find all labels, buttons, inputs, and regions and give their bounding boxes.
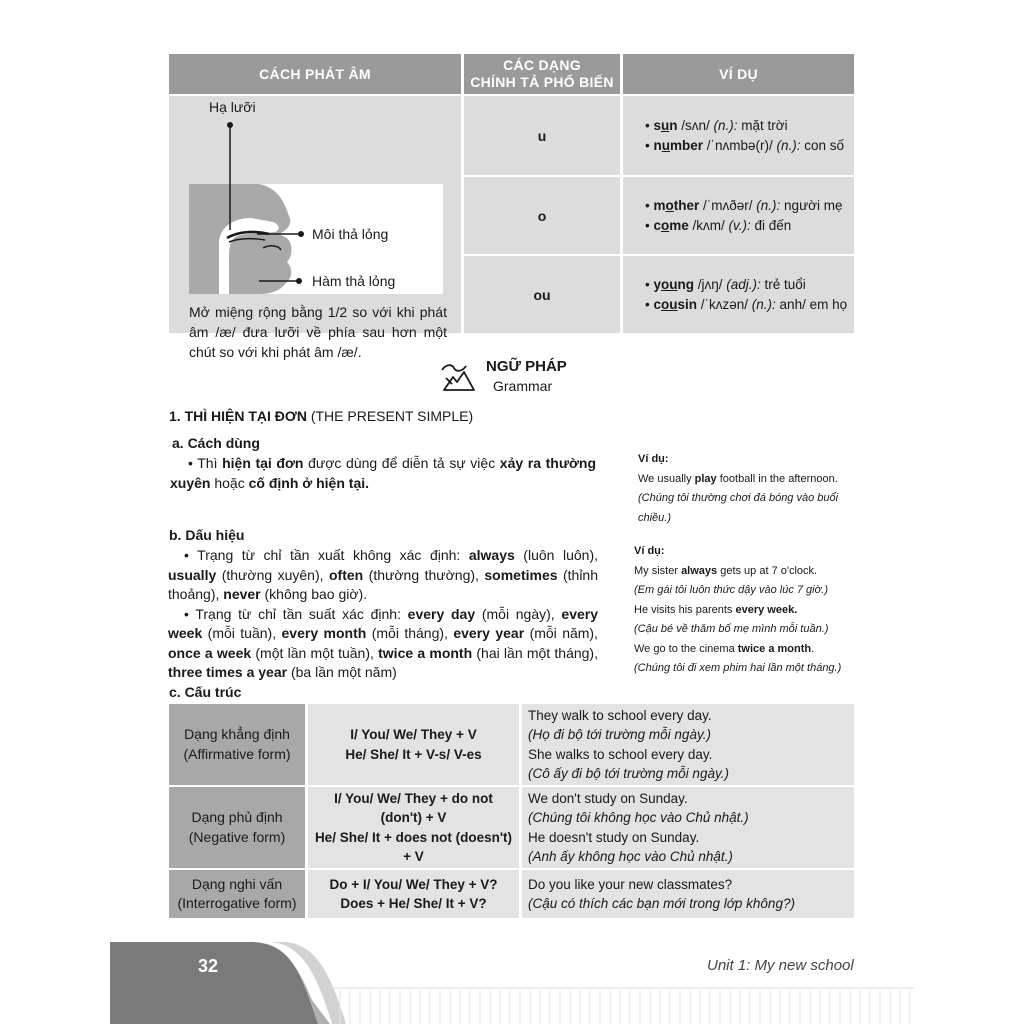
- word-part: me: [669, 217, 689, 233]
- formula-cell: [308, 704, 519, 785]
- bullet: •: [645, 117, 654, 133]
- formula-cell: [308, 787, 519, 868]
- example-translation: (Anh ấy không học vào Chủ nhật.): [528, 849, 733, 864]
- example-line: [645, 116, 854, 136]
- structure-table: [169, 704, 854, 918]
- spelling-text: o: [537, 207, 547, 224]
- adverb-meaning: (thỉnh thoảng),: [168, 566, 599, 602]
- spelling-cell: [464, 256, 620, 333]
- grammar-title: NGỮ PHÁP: [486, 358, 567, 375]
- signs-text: [168, 546, 598, 683]
- formula-line: I/ You/ We/ They + do not: [334, 790, 493, 806]
- word-part: sin: [677, 296, 698, 312]
- part-of-speech: (n.):: [751, 296, 776, 312]
- usage-heading: a. Cách dùng: [172, 435, 260, 451]
- adverb: never: [223, 586, 261, 602]
- grammar-icon: [440, 360, 478, 394]
- ipa: /sʌn/: [677, 117, 714, 133]
- form-name-vi: Dạng khẳng định: [184, 726, 290, 742]
- formula-line: Does + He/ She/ It + V?: [340, 896, 487, 911]
- adverb-meaning: (thường xuyên),: [216, 566, 329, 583]
- word-part: ther: [673, 197, 700, 213]
- word-part: m: [653, 197, 666, 213]
- bullet: •: [645, 197, 654, 213]
- example-cell: [522, 704, 854, 785]
- ex-part: He visits his parents: [634, 603, 736, 616]
- pronunciation-table: [169, 54, 854, 360]
- signs-heading: b. Dấu hiệu: [169, 527, 245, 543]
- form-name-vi: Dạng phủ định: [191, 809, 283, 825]
- example-sentence: They walk to school every day.: [528, 707, 712, 723]
- bullet: •: [645, 217, 654, 233]
- part-of-speech: (adj.):: [726, 276, 761, 292]
- example-cell: [522, 870, 854, 918]
- usage-example: [638, 450, 858, 528]
- adverb-meaning: (luôn luôn),: [514, 547, 598, 563]
- ipa: /ˈmʌðər/: [699, 197, 757, 213]
- word-underlined: u: [661, 117, 670, 133]
- meaning: anh/ em họ: [775, 296, 848, 312]
- adverb-meaning: (ba lần một năm): [287, 664, 397, 680]
- spelling-cell: [464, 177, 620, 254]
- example-word: [653, 277, 694, 292]
- adverb: every day: [407, 605, 476, 622]
- example-word: [653, 218, 688, 233]
- example-label: Ví dụ:: [638, 453, 669, 465]
- part-of-speech: (n.):: [776, 137, 801, 153]
- header-method: [169, 54, 461, 94]
- example-sentence: She walks to school every day.: [528, 746, 713, 762]
- word-part: y: [653, 276, 661, 292]
- examples-cell: [623, 96, 854, 175]
- ex-bold: play: [694, 472, 717, 485]
- adverb: every year: [453, 625, 525, 641]
- meaning: người mẹ: [780, 197, 843, 213]
- example-sentence: He doesn't study on Sunday.: [528, 829, 700, 845]
- example-line: [645, 136, 854, 156]
- form-cell: [169, 870, 305, 918]
- usage-example-vi: (Chúng tôi thường chơi đá bóng vào buổi chiều.): [638, 492, 839, 524]
- grammar-heading: [440, 356, 600, 396]
- spelling-text: u: [537, 127, 547, 144]
- example-word: [653, 118, 677, 133]
- word-underlined: ou: [661, 296, 678, 312]
- adverb-meaning: (mỗi ngày),: [475, 605, 562, 622]
- header-spelling-line2: CHÍNH TẢ PHỔ BIẾN: [470, 74, 614, 90]
- label-lips: Môi thả lỏng: [312, 226, 389, 242]
- adverb-meaning: (thường thường),: [363, 566, 485, 583]
- usage-example-en: [638, 470, 858, 490]
- example-line: [645, 196, 854, 216]
- page-number: 32: [198, 956, 219, 976]
- example-word: [653, 138, 703, 153]
- diagram-pointers: [169, 96, 461, 333]
- word-underlined: o: [661, 217, 670, 233]
- example-sentence: We don't study on Sunday.: [528, 790, 688, 806]
- adverb-meaning: (không bao giờ).: [260, 586, 368, 602]
- word-part: c: [653, 296, 661, 312]
- signs-intro: • Trạng từ chỉ tần suất xác định:: [184, 605, 408, 622]
- usage-bold: xảy ra thường xuyên: [170, 455, 597, 491]
- formula-line: He/ She/ It + V-s/ V-es: [345, 746, 482, 762]
- example-line: [645, 216, 854, 236]
- unit-title: Unit 1: My new school: [707, 957, 854, 974]
- ex-bold: twice a month: [737, 642, 812, 655]
- bullet: •: [645, 276, 654, 292]
- method-description: Mở miệng rộng bằng 1/2 so với khi phát âm /æ/ đưa lưỡi về phía sau hơn một chút so với khi phát âm /æ/.: [189, 304, 447, 360]
- adverb: three times a year: [168, 664, 288, 680]
- header-method-text: CÁCH PHÁT ÂM: [259, 65, 371, 82]
- header-examples-text: VÍ DỤ: [719, 65, 758, 82]
- signs-paragraph: [168, 605, 598, 683]
- ex-part: We go to the cinema: [634, 642, 738, 655]
- meaning: đi đến: [750, 217, 792, 233]
- example-vi: (Chúng tôi đi xem phim hai lần một tháng.): [634, 662, 842, 674]
- adverb: every week: [168, 605, 598, 641]
- ex-part: gets up at 7 o'clock.: [717, 564, 818, 577]
- example-cell: [522, 787, 854, 868]
- adverb: often: [328, 566, 364, 583]
- word-part: c: [653, 217, 661, 233]
- ipa: /jʌŋ/: [694, 276, 727, 292]
- form-name-en: (Negative form): [188, 828, 286, 845]
- header-spelling: [464, 54, 620, 94]
- example-line: [645, 295, 854, 315]
- word-underlined: ou: [661, 276, 678, 292]
- bullet: •: [645, 137, 654, 153]
- bullet: •: [645, 296, 654, 312]
- adverb-meaning: (mỗi năm),: [524, 625, 598, 641]
- word-part: s: [653, 117, 661, 133]
- method-cell: [169, 96, 461, 360]
- example-translation: (Chúng tôi không học vào Chủ nhật.): [528, 810, 749, 825]
- ex-part: My sister: [634, 564, 682, 577]
- word-part: n: [669, 117, 678, 133]
- ex-bold: always: [681, 564, 718, 577]
- example-translation: (Họ đi bộ tới trường mỗi ngày.): [528, 727, 711, 742]
- spelling-text: ou: [533, 286, 551, 303]
- formula-line: I/ You/ We/ They + V: [350, 727, 477, 742]
- signs-examples: [634, 542, 864, 679]
- ex-part: football in the afternoon.: [716, 472, 838, 485]
- word-underlined: o: [665, 197, 674, 213]
- word-part: mber: [669, 137, 703, 153]
- formula-line: + V: [403, 849, 424, 864]
- form-cell: [169, 704, 305, 785]
- spelling-cell: [464, 96, 620, 175]
- adverb: once a week: [168, 644, 252, 661]
- adverb: sometimes: [484, 566, 558, 583]
- section-title-vi: 1. THÌ HIỆN TẠI ĐƠN: [169, 408, 307, 424]
- form-name-vi: Dạng nghi vấn: [191, 875, 283, 892]
- usage-bullet: • Thì: [188, 455, 223, 471]
- adverb-meaning: (hai lần một tháng),: [472, 644, 598, 661]
- ipa: /ˈkʌzən/: [697, 296, 752, 312]
- meaning: mặt trời: [737, 117, 788, 133]
- ipa: /kʌm/: [688, 217, 729, 233]
- grammar-subtitle: Grammar: [493, 378, 553, 394]
- word-underlined: u: [661, 137, 670, 153]
- ipa: /ˈnʌmbə(r)/: [703, 137, 777, 153]
- form-name-en: (Affirmative form): [183, 745, 291, 762]
- ex-part: We usually: [638, 472, 695, 485]
- word-part: ng: [677, 276, 694, 292]
- example-word: [653, 297, 697, 312]
- section-title: [169, 408, 473, 424]
- formula-cell: [308, 870, 519, 918]
- header-spelling-line1: CÁC DẠNG: [503, 57, 581, 73]
- adverb: always: [468, 547, 515, 563]
- examples-cell: [623, 256, 854, 333]
- section-title-en: (THE PRESENT SIMPLE): [306, 408, 474, 424]
- usage-text-part: được dùng để diễn tả sự việc: [303, 455, 500, 471]
- formula-line: He/ She/ It + does not (doesn't): [314, 829, 513, 845]
- example-line: [645, 275, 854, 295]
- adverb: usually: [168, 566, 217, 583]
- ex-bold: every week.: [735, 603, 798, 616]
- formula-line: (don't) + V: [380, 810, 447, 825]
- header-examples: [623, 54, 854, 94]
- formula-line: Do + I/ You/ We/ They + V?: [329, 876, 498, 892]
- meaning: trẻ tuổi: [760, 276, 806, 292]
- form-name-en: (Interrogative form): [177, 895, 297, 911]
- footer-decoration: [0, 930, 1024, 1024]
- usage-text: [170, 454, 596, 493]
- ex-part: .: [811, 642, 815, 655]
- usage-bold: cố định ở hiện tại.: [248, 474, 370, 491]
- example-en: [634, 640, 864, 660]
- example-vi: (Cậu bé về thăm bố mẹ mình mỗi tuần.): [634, 623, 829, 635]
- example-translation: (Cậu có thích các bạn mới trong lớp không?): [528, 896, 795, 911]
- example-vi: (Em gái tôi luôn thức dậy vào lúc 7 giờ.): [634, 584, 828, 596]
- usage-bold: hiện tại đơn: [222, 455, 304, 471]
- example-label: Ví dụ:: [634, 545, 665, 557]
- structure-heading: c. Cấu trúc: [169, 684, 242, 700]
- example-word: [653, 198, 699, 213]
- signs-paragraph: [168, 546, 598, 605]
- usage-text-part: hoặc: [210, 474, 249, 491]
- part-of-speech: (n.):: [756, 197, 781, 213]
- label-jaw: Hàm thả lỏng: [312, 273, 396, 289]
- example-sentence: Do you like your new classmates?: [528, 876, 733, 892]
- adverb-meaning: (mỗi tuần),: [202, 625, 282, 641]
- part-of-speech: (n.):: [713, 117, 738, 133]
- part-of-speech: (v.):: [728, 217, 751, 233]
- form-cell: [169, 787, 305, 868]
- example-translation: (Cô ấy đi bộ tới trường mỗi ngày.): [528, 766, 729, 781]
- adverb: twice a month: [378, 644, 473, 661]
- meaning: con số: [800, 137, 845, 153]
- label-tongue: Hạ lưỡi: [209, 99, 256, 115]
- adverb: every month: [281, 625, 367, 641]
- adverb-meaning: (một lần một tuần),: [251, 644, 379, 661]
- signs-intro: • Trạng từ chỉ tần xuất không xác định:: [184, 547, 469, 563]
- example-en: [634, 562, 864, 582]
- example-en: [634, 601, 864, 621]
- examples-cell: [623, 177, 854, 254]
- word-part: n: [653, 137, 662, 153]
- adverb-meaning: (mỗi tháng),: [366, 625, 454, 641]
